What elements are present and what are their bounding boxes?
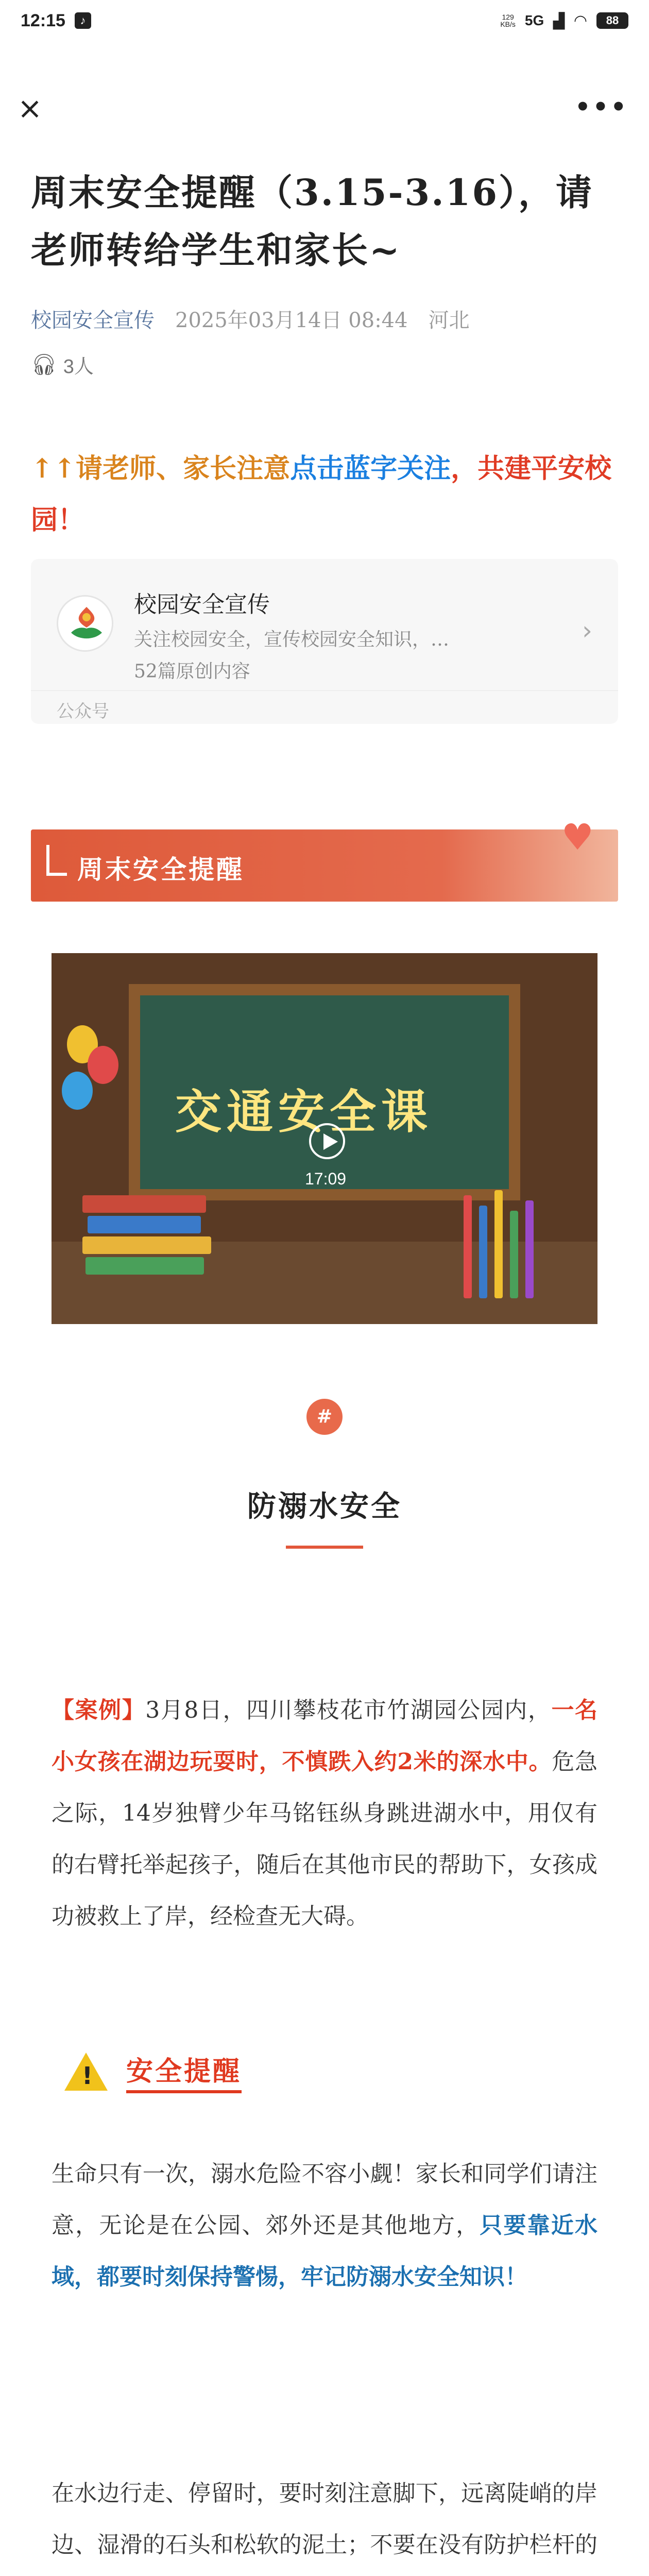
section-banner: [31, 816, 618, 902]
battery-icon: 88: [596, 12, 628, 29]
video-duration: 17:09: [305, 1170, 347, 1188]
section-title-drowning: 防溺水安全: [247, 1489, 402, 1523]
status-bar: [0, 0, 649, 41]
case-tag: 【案例】: [52, 1697, 146, 1723]
notice-suffix: ，共建平安校园！: [31, 453, 612, 536]
signal-icon: ▟: [553, 12, 565, 29]
account-type: 公众号: [57, 701, 109, 722]
status-time: 12:15: [21, 10, 65, 30]
section-badge: #: [306, 1399, 343, 1435]
account-card[interactable]: [31, 559, 618, 724]
play-icon[interactable]: [309, 1123, 345, 1159]
follow-notice: [31, 443, 628, 546]
publish-location: 河北: [428, 309, 470, 332]
pencils-decoration: [453, 1175, 567, 1298]
chevron-right-icon: ›: [582, 616, 592, 646]
warning-icon: !: [64, 2053, 108, 2091]
publish-datetime: 2025年03月14日 08:44: [175, 309, 408, 332]
drowning-case-paragraph: [52, 1685, 597, 1942]
heart-icon: ♥: [561, 816, 594, 858]
nav-bar: [0, 82, 649, 134]
account-logo: [57, 595, 113, 652]
account-description: 关注校园安全，宣传校园安全知识，…: [134, 629, 450, 650]
banner-corner-decoration: [46, 845, 67, 876]
wifi-icon: ◠: [573, 12, 587, 29]
case-text-continued: 危急之际，14岁独臂少年马铭钰纵身跳进湖水中，用仅有的右臂托举起孩子，随后在其他市民的帮助下，女孩成功被救上了岸，经检查无大碍。: [52, 1749, 597, 1929]
case-text: 3月8日，四川攀枝花市竹湖园公园内，: [145, 1697, 552, 1723]
headphones-icon: 🎧︎: [31, 353, 57, 376]
safety-warning-heading: [64, 2049, 242, 2093]
article-meta: [31, 304, 470, 333]
notice-follow-link[interactable]: 点击蓝字关注: [290, 453, 451, 484]
author-link[interactable]: 校园安全宣传: [31, 309, 155, 332]
listen-count[interactable]: [31, 350, 94, 379]
tip-text: 生命只有一次，溺水危险不容小觑！家长和同学们请注意，无论是在公园、郊外还是其他地方，: [52, 2161, 597, 2239]
account-article-count: 52篇原创内容: [134, 661, 250, 682]
balloons-decoration: [62, 1025, 124, 1159]
banner-label: 周末安全提醒: [77, 854, 244, 885]
notice-prefix: ↑↑请老师、家长注意: [31, 453, 291, 484]
tiktok-icon: ♪: [75, 12, 91, 29]
drowning-advice-paragraph: 在水边行走、停留时，要时刻注意脚下，远离陡峭的岸边、湿滑的石头和松软的泥土；不要在没有防护栏杆的: [52, 2480, 597, 2558]
case-highlight: 一名小女孩在湖边玩耍时，不慎跌入约2米的深水中。: [52, 1697, 598, 1775]
video-board-text: 交通安全课: [175, 1084, 433, 1139]
article-title: 周末安全提醒（3.15-3.16），请老师转给学生和家长~: [31, 171, 594, 272]
tip-highlight: 只要靠近水域，都要时刻保持警惕，牢记防溺水安全知识！: [52, 2212, 598, 2290]
network-speed: 129 KB/s: [500, 13, 516, 28]
close-icon[interactable]: ×: [17, 91, 43, 126]
status-indicators: [500, 12, 628, 30]
card-divider: [31, 690, 618, 691]
more-icon[interactable]: •••: [574, 93, 628, 122]
network-type: 5G: [524, 12, 544, 28]
section-underline: [286, 1546, 363, 1549]
books-decoration: [82, 1195, 216, 1298]
listen-count-label: 3人: [63, 356, 94, 378]
warning-title: 安全提醒: [126, 2049, 242, 2093]
video-player[interactable]: [52, 953, 597, 1324]
account-name: 校园安全宣传: [134, 591, 270, 618]
drowning-tip-paragraph: [52, 2148, 597, 2303]
